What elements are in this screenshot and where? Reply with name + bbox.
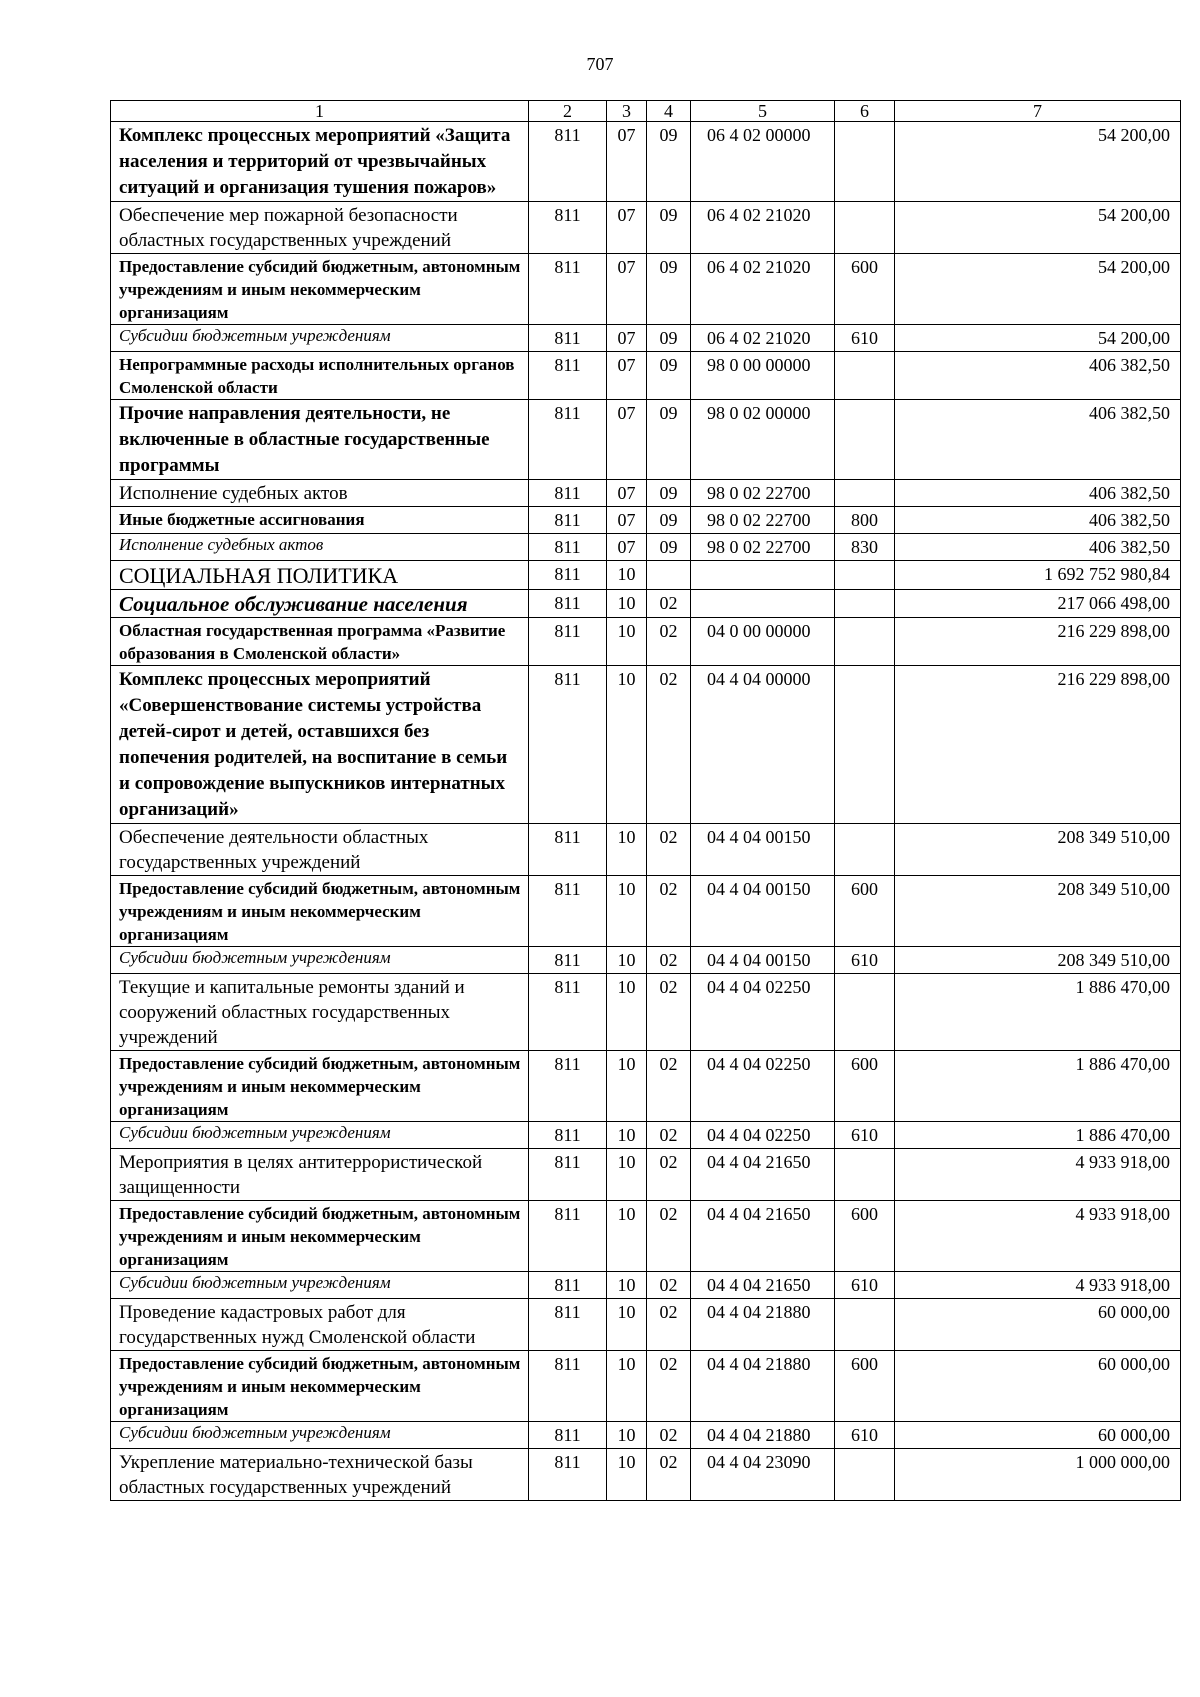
- subsection-cell: 02: [647, 1449, 691, 1501]
- admin-code-cell: 811: [529, 122, 607, 202]
- target-article-cell: 04 4 04 02250: [691, 1051, 835, 1122]
- target-article-cell: 98 0 02 22700: [691, 480, 835, 507]
- target-article-cell: [691, 561, 835, 590]
- table-row: [111, 1122, 1181, 1149]
- subsection-cell: 02: [647, 1149, 691, 1201]
- description-cell: Предоставление субсидий бюджетным, автономным учреждениям и иным некоммерческим организациям: [111, 1051, 529, 1122]
- target-article-cell: 06 4 02 21020: [691, 325, 835, 352]
- admin-code-cell: 811: [529, 561, 607, 590]
- subsection-cell: 02: [647, 876, 691, 947]
- section-cell: 10: [607, 974, 647, 1051]
- admin-code-cell: 811: [529, 618, 607, 666]
- target-article-cell: 04 4 04 02250: [691, 974, 835, 1051]
- expense-type-cell: 600: [835, 1051, 895, 1122]
- admin-code-cell: 811: [529, 947, 607, 974]
- table-row: [111, 1272, 1181, 1299]
- expense-type-cell: [835, 618, 895, 666]
- amount-cell: 60 000,00: [895, 1351, 1181, 1422]
- description-cell: Обеспечение мер пожарной безопасности областных государственных учреждений: [111, 202, 529, 254]
- description-cell: Предоставление субсидий бюджетным, автономным учреждениям и иным некоммерческим организациям: [111, 1351, 529, 1422]
- amount-cell: 1 886 470,00: [895, 974, 1181, 1051]
- target-article-cell: 04 4 04 21880: [691, 1351, 835, 1422]
- admin-code-cell: 811: [529, 352, 607, 400]
- admin-code-cell: 811: [529, 1122, 607, 1149]
- section-cell: 07: [607, 400, 647, 480]
- amount-cell: 1 886 470,00: [895, 1051, 1181, 1122]
- expense-type-cell: [835, 400, 895, 480]
- expense-type-cell: [835, 666, 895, 824]
- description-cell: Субсидии бюджетным учреждениям: [111, 325, 529, 352]
- amount-cell: 406 382,50: [895, 352, 1181, 400]
- amount-cell: 208 349 510,00: [895, 824, 1181, 876]
- description-cell: Укрепление материально-технической базы областных государственных учреждений: [111, 1449, 529, 1501]
- target-article-cell: 06 4 02 21020: [691, 254, 835, 325]
- table-row: [111, 480, 1181, 507]
- description-cell: Непрограммные расходы исполнительных органов Смоленской области: [111, 352, 529, 400]
- section-cell: 10: [607, 1051, 647, 1122]
- expense-type-cell: [835, 1299, 895, 1351]
- expense-type-cell: 610: [835, 1272, 895, 1299]
- subsection-cell: 02: [647, 1422, 691, 1449]
- table-body: [111, 122, 1181, 1501]
- admin-code-cell: 811: [529, 1351, 607, 1422]
- table-row: [111, 947, 1181, 974]
- expense-type-cell: [835, 1449, 895, 1501]
- description-cell: Предоставление субсидий бюджетным, автономным учреждениям и иным некоммерческим организациям: [111, 876, 529, 947]
- description-cell: СОЦИАЛЬНАЯ ПОЛИТИКА: [111, 561, 529, 590]
- subsection-cell: 09: [647, 325, 691, 352]
- section-cell: 10: [607, 1201, 647, 1272]
- admin-code-cell: 811: [529, 824, 607, 876]
- expense-type-cell: [835, 480, 895, 507]
- expense-type-cell: 600: [835, 254, 895, 325]
- subsection-cell: 09: [647, 352, 691, 400]
- section-cell: 10: [607, 1422, 647, 1449]
- amount-cell: 4 933 918,00: [895, 1272, 1181, 1299]
- header-cell-2: 2: [529, 101, 607, 122]
- table-row: [111, 666, 1181, 824]
- expense-type-cell: [835, 824, 895, 876]
- section-cell: 10: [607, 1272, 647, 1299]
- section-cell: 10: [607, 561, 647, 590]
- admin-code-cell: 811: [529, 507, 607, 534]
- subsection-cell: 02: [647, 590, 691, 618]
- table-row: [111, 352, 1181, 400]
- admin-code-cell: 811: [529, 1449, 607, 1501]
- table-row: [111, 618, 1181, 666]
- table-row: [111, 1351, 1181, 1422]
- section-cell: 10: [607, 1351, 647, 1422]
- header-row: [111, 101, 1181, 122]
- admin-code-cell: 811: [529, 400, 607, 480]
- table-row: [111, 254, 1181, 325]
- header-cell-6: 6: [835, 101, 895, 122]
- header-cell-4: 4: [647, 101, 691, 122]
- admin-code-cell: 811: [529, 480, 607, 507]
- description-cell: Субсидии бюджетным учреждениям: [111, 1422, 529, 1449]
- description-cell: Исполнение судебных актов: [111, 534, 529, 561]
- amount-cell: 54 200,00: [895, 254, 1181, 325]
- section-cell: 07: [607, 480, 647, 507]
- admin-code-cell: 811: [529, 534, 607, 561]
- expense-type-cell: [835, 1149, 895, 1201]
- target-article-cell: 98 0 02 00000: [691, 400, 835, 480]
- target-article-cell: 04 4 04 00150: [691, 876, 835, 947]
- table-row: [111, 534, 1181, 561]
- table-row: [111, 590, 1181, 618]
- amount-cell: 4 933 918,00: [895, 1149, 1181, 1201]
- description-cell: Субсидии бюджетным учреждениям: [111, 1122, 529, 1149]
- target-article-cell: 06 4 02 21020: [691, 202, 835, 254]
- table-row: [111, 1299, 1181, 1351]
- target-article-cell: 98 0 02 22700: [691, 534, 835, 561]
- section-cell: 07: [607, 534, 647, 561]
- amount-cell: 60 000,00: [895, 1299, 1181, 1351]
- header-cell-7: 7: [895, 101, 1181, 122]
- description-cell: Предоставление субсидий бюджетным, автономным учреждениям и иным некоммерческим организациям: [111, 1201, 529, 1272]
- section-cell: 10: [607, 824, 647, 876]
- amount-cell: 60 000,00: [895, 1422, 1181, 1449]
- description-cell: Проведение кадастровых работ для государственных нужд Смоленской области: [111, 1299, 529, 1351]
- amount-cell: 4 933 918,00: [895, 1201, 1181, 1272]
- description-cell: Субсидии бюджетным учреждениям: [111, 947, 529, 974]
- subsection-cell: 02: [647, 974, 691, 1051]
- expense-type-cell: [835, 974, 895, 1051]
- target-article-cell: 98 0 00 00000: [691, 352, 835, 400]
- section-cell: 07: [607, 352, 647, 400]
- subsection-cell: 09: [647, 480, 691, 507]
- description-cell: Социальное обслуживание населения: [111, 590, 529, 618]
- admin-code-cell: 811: [529, 1422, 607, 1449]
- subsection-cell: 02: [647, 666, 691, 824]
- table-row: [111, 561, 1181, 590]
- section-cell: 10: [607, 947, 647, 974]
- table-row: [111, 824, 1181, 876]
- admin-code-cell: 811: [529, 1299, 607, 1351]
- expense-type-cell: 610: [835, 1422, 895, 1449]
- expense-type-cell: 600: [835, 1351, 895, 1422]
- admin-code-cell: 811: [529, 1272, 607, 1299]
- section-cell: 07: [607, 507, 647, 534]
- description-cell: Текущие и капитальные ремонты зданий и сооружений областных государственных учреждений: [111, 974, 529, 1051]
- header-cell-3: 3: [607, 101, 647, 122]
- amount-cell: 406 382,50: [895, 507, 1181, 534]
- subsection-cell: 02: [647, 1351, 691, 1422]
- amount-cell: 208 349 510,00: [895, 947, 1181, 974]
- section-cell: 10: [607, 1299, 647, 1351]
- section-cell: 10: [607, 666, 647, 824]
- expense-type-cell: 800: [835, 507, 895, 534]
- expense-type-cell: [835, 122, 895, 202]
- amount-cell: 1 692 752 980,84: [895, 561, 1181, 590]
- header-cell-5: 5: [691, 101, 835, 122]
- expense-type-cell: [835, 202, 895, 254]
- expense-type-cell: 610: [835, 947, 895, 974]
- expense-type-cell: 830: [835, 534, 895, 561]
- subsection-cell: 09: [647, 122, 691, 202]
- subsection-cell: 02: [647, 824, 691, 876]
- admin-code-cell: 811: [529, 590, 607, 618]
- subsection-cell: 02: [647, 1122, 691, 1149]
- table-row: [111, 1422, 1181, 1449]
- subsection-cell: 02: [647, 1272, 691, 1299]
- expense-type-cell: [835, 590, 895, 618]
- amount-cell: 208 349 510,00: [895, 876, 1181, 947]
- target-article-cell: 04 4 04 21650: [691, 1201, 835, 1272]
- table-row: [111, 507, 1181, 534]
- target-article-cell: 04 4 04 23090: [691, 1449, 835, 1501]
- section-cell: 10: [607, 876, 647, 947]
- table-row: [111, 1051, 1181, 1122]
- table-row: [111, 876, 1181, 947]
- section-cell: 10: [607, 1449, 647, 1501]
- subsection-cell: 02: [647, 947, 691, 974]
- target-article-cell: 04 4 04 21650: [691, 1272, 835, 1299]
- target-article-cell: 04 4 04 21650: [691, 1149, 835, 1201]
- target-article-cell: 06 4 02 00000: [691, 122, 835, 202]
- subsection-cell: [647, 561, 691, 590]
- target-article-cell: 04 4 04 00150: [691, 824, 835, 876]
- amount-cell: 406 382,50: [895, 534, 1181, 561]
- page-number: 707: [586, 54, 614, 74]
- target-article-cell: 04 0 00 00000: [691, 618, 835, 666]
- subsection-cell: 09: [647, 202, 691, 254]
- amount-cell: 406 382,50: [895, 480, 1181, 507]
- table-row: [111, 1449, 1181, 1501]
- table-row: [111, 325, 1181, 352]
- expense-type-cell: 610: [835, 325, 895, 352]
- amount-cell: 1 886 470,00: [895, 1122, 1181, 1149]
- subsection-cell: 02: [647, 618, 691, 666]
- admin-code-cell: 811: [529, 1051, 607, 1122]
- table-row: [111, 1149, 1181, 1201]
- target-article-cell: [691, 590, 835, 618]
- amount-cell: 54 200,00: [895, 202, 1181, 254]
- expense-type-cell: 610: [835, 1122, 895, 1149]
- admin-code-cell: 811: [529, 974, 607, 1051]
- description-cell: Субсидии бюджетным учреждениям: [111, 1272, 529, 1299]
- admin-code-cell: 811: [529, 254, 607, 325]
- budget-table: [110, 100, 1181, 1501]
- target-article-cell: 04 4 04 00000: [691, 666, 835, 824]
- amount-cell: 54 200,00: [895, 122, 1181, 202]
- subsection-cell: 09: [647, 400, 691, 480]
- target-article-cell: 04 4 04 02250: [691, 1122, 835, 1149]
- amount-cell: 406 382,50: [895, 400, 1181, 480]
- description-cell: Комплекс процессных мероприятий «Совершенствование системы устройства детей-сирот и детей, оставшихся без попечения родителей, на воспитание в семьи и сопровождение выпускников интернатных организаций»: [111, 666, 529, 824]
- expense-type-cell: [835, 561, 895, 590]
- section-cell: 07: [607, 122, 647, 202]
- table-row: [111, 122, 1181, 202]
- target-article-cell: 04 4 04 21880: [691, 1299, 835, 1351]
- expense-type-cell: [835, 352, 895, 400]
- target-article-cell: 98 0 02 22700: [691, 507, 835, 534]
- expense-type-cell: 600: [835, 876, 895, 947]
- target-article-cell: 04 4 04 21880: [691, 1422, 835, 1449]
- admin-code-cell: 811: [529, 1149, 607, 1201]
- admin-code-cell: 811: [529, 876, 607, 947]
- amount-cell: 1 000 000,00: [895, 1449, 1181, 1501]
- subsection-cell: 02: [647, 1201, 691, 1272]
- subsection-cell: 09: [647, 507, 691, 534]
- description-cell: Областная государственная программа «Развитие образования в Смоленской области»: [111, 618, 529, 666]
- table-row: [111, 974, 1181, 1051]
- section-cell: 07: [607, 325, 647, 352]
- admin-code-cell: 811: [529, 1201, 607, 1272]
- admin-code-cell: 811: [529, 325, 607, 352]
- target-article-cell: 04 4 04 00150: [691, 947, 835, 974]
- description-cell: Прочие направления деятельности, не включенные в областные государственные программы: [111, 400, 529, 480]
- table-row: [111, 1201, 1181, 1272]
- section-cell: 10: [607, 618, 647, 666]
- description-cell: Комплекс процессных мероприятий «Защита населения и территорий от чрезвычайных ситуаций и организация тушения пожаров»: [111, 122, 529, 202]
- amount-cell: 54 200,00: [895, 325, 1181, 352]
- amount-cell: 216 229 898,00: [895, 618, 1181, 666]
- admin-code-cell: 811: [529, 202, 607, 254]
- subsection-cell: 09: [647, 534, 691, 561]
- section-cell: 07: [607, 254, 647, 325]
- amount-cell: 217 066 498,00: [895, 590, 1181, 618]
- admin-code-cell: 811: [529, 666, 607, 824]
- table-row: [111, 400, 1181, 480]
- description-cell: Обеспечение деятельности областных государственных учреждений: [111, 824, 529, 876]
- subsection-cell: 02: [647, 1051, 691, 1122]
- subsection-cell: 02: [647, 1299, 691, 1351]
- section-cell: 07: [607, 202, 647, 254]
- description-cell: Мероприятия в целях антитеррористической защищенности: [111, 1149, 529, 1201]
- section-cell: 10: [607, 1122, 647, 1149]
- table-row: [111, 202, 1181, 254]
- description-cell: Иные бюджетные ассигнования: [111, 507, 529, 534]
- description-cell: Предоставление субсидий бюджетным, автономным учреждениям и иным некоммерческим организациям: [111, 254, 529, 325]
- section-cell: 10: [607, 590, 647, 618]
- header-cell-1: 1: [111, 101, 529, 122]
- amount-cell: 216 229 898,00: [895, 666, 1181, 824]
- section-cell: 10: [607, 1149, 647, 1201]
- expense-type-cell: 600: [835, 1201, 895, 1272]
- subsection-cell: 09: [647, 254, 691, 325]
- description-cell: Исполнение судебных актов: [111, 480, 529, 507]
